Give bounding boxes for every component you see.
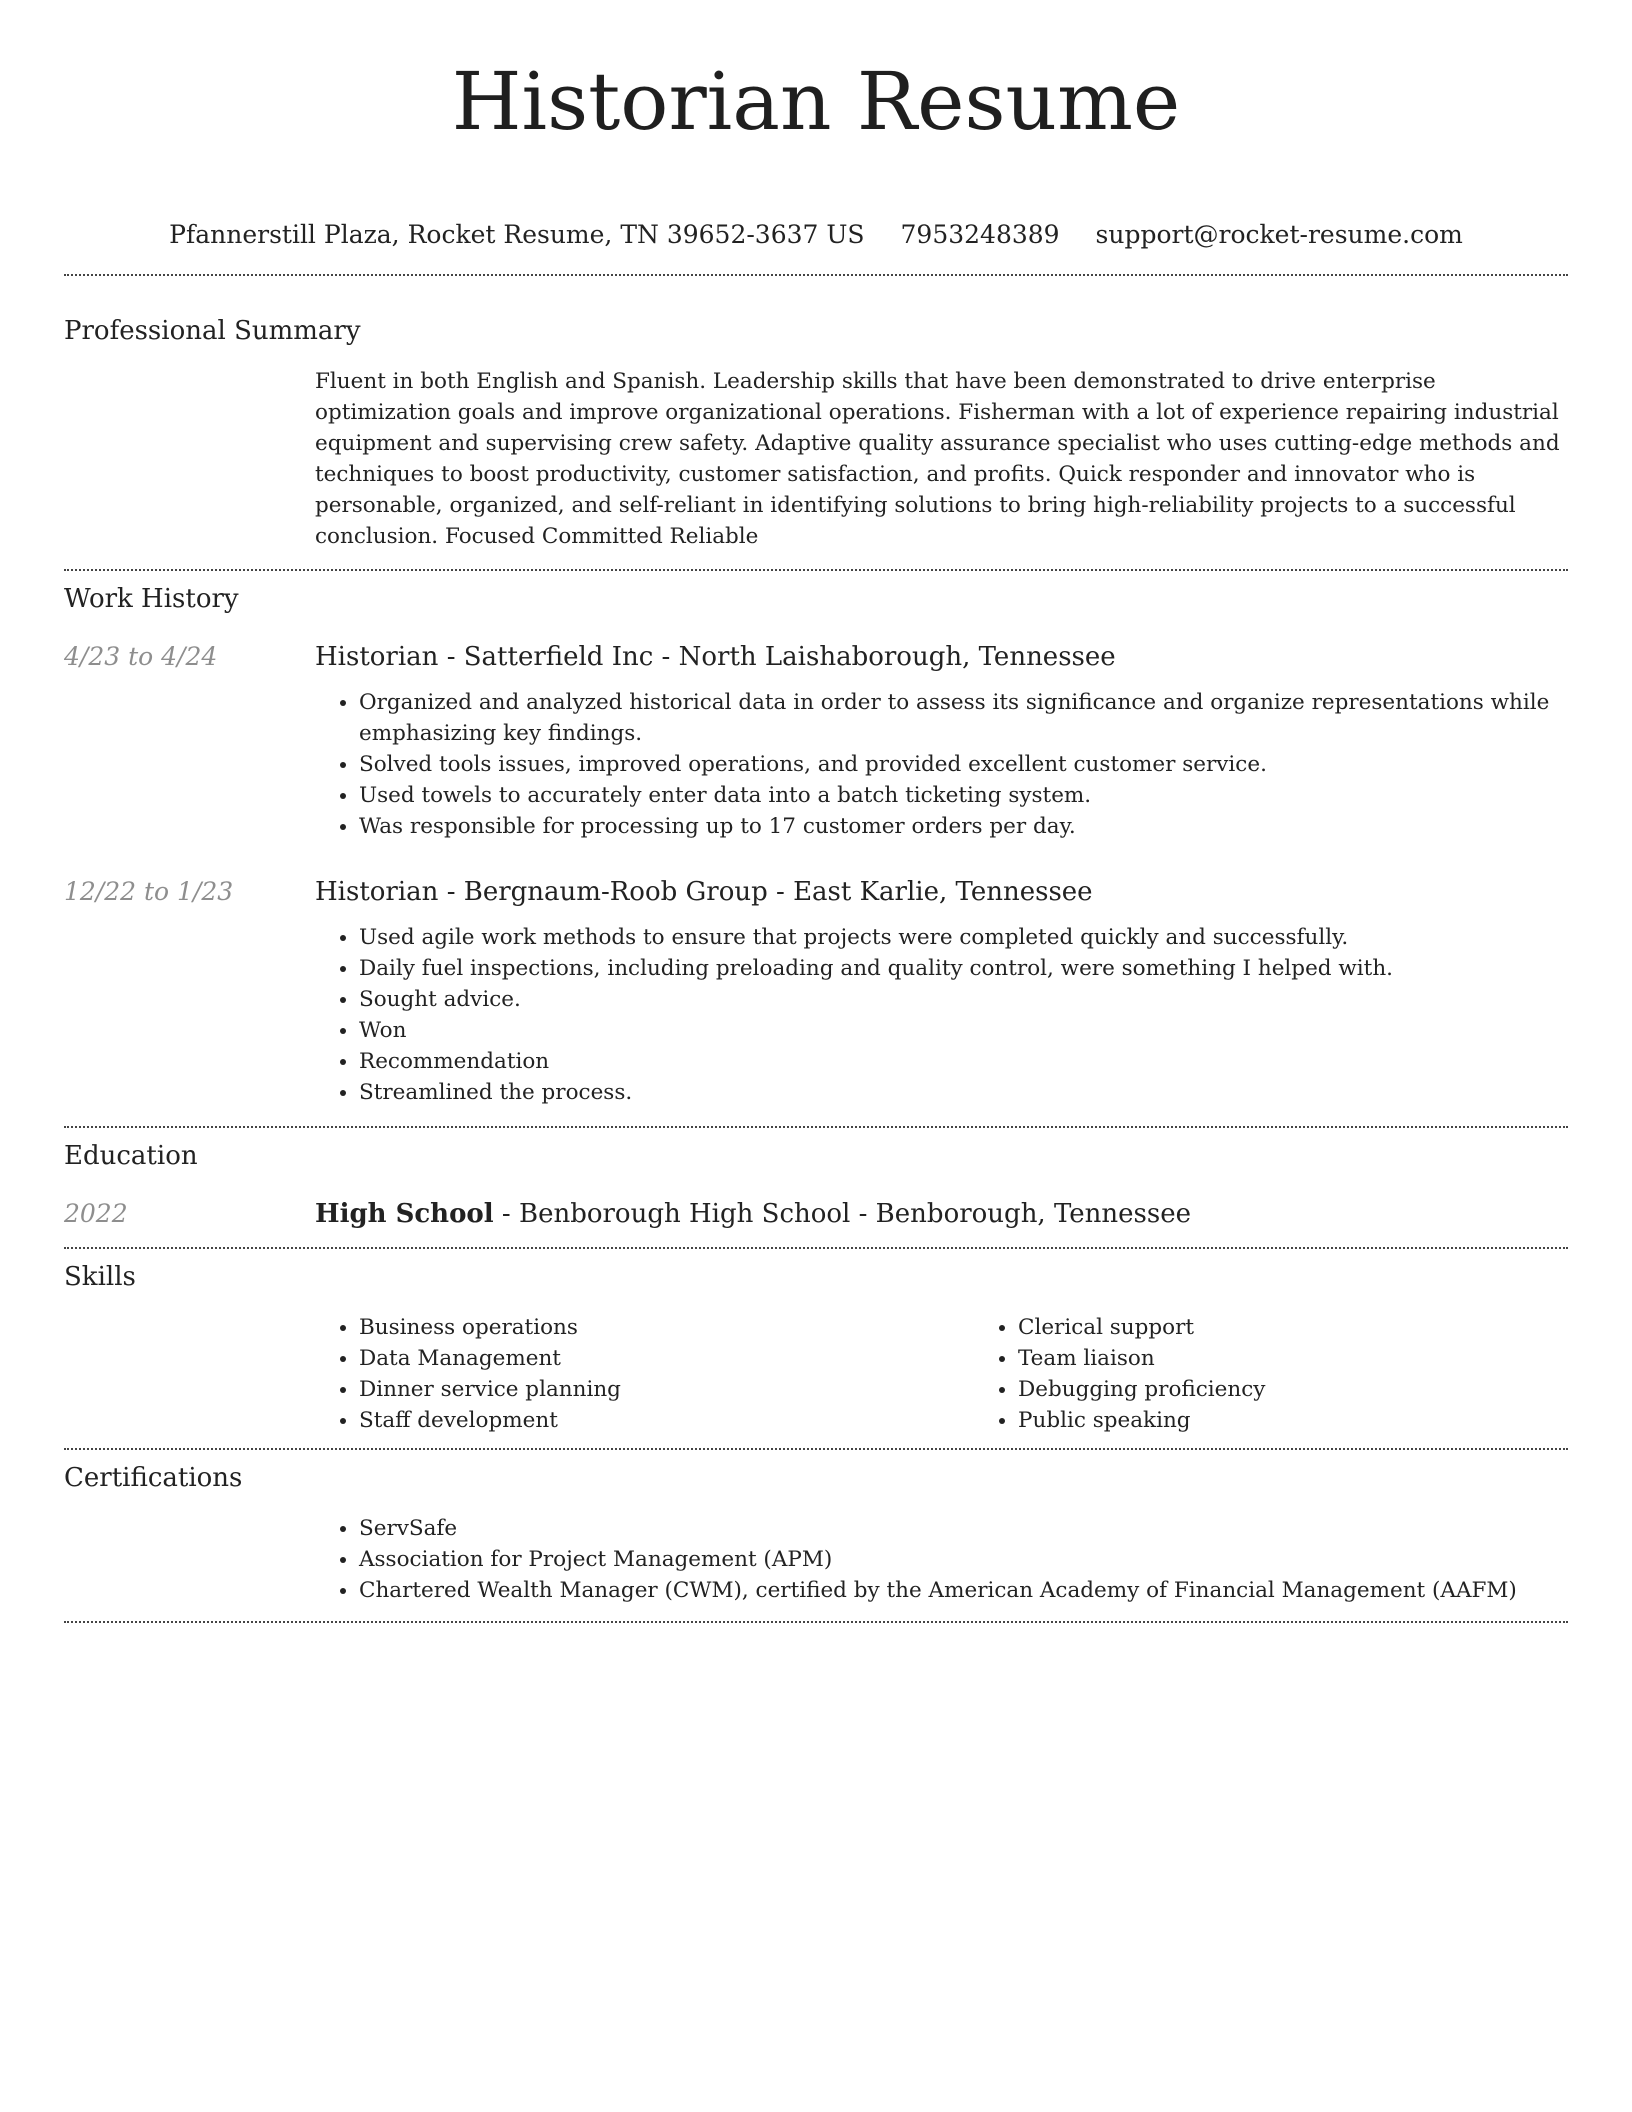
- summary-section: [64, 314, 1568, 552]
- contact-line: [64, 218, 1568, 252]
- work-history-heading: Work History: [64, 584, 239, 614]
- job-heading: Historian - Satterfield Inc - North Laishaborough, Tennessee: [315, 642, 1116, 672]
- job-bullets: [315, 922, 1568, 1108]
- list-item: • Recommendation: [359, 1046, 1568, 1077]
- divider: [64, 1621, 1568, 1623]
- list-item: • Used agile work methods to ensure that projects were completed quickly and successfully.: [359, 922, 1568, 953]
- list-item: • Sought advice.: [359, 984, 1568, 1015]
- divider: [64, 274, 1568, 276]
- certifications-heading: Certifications: [64, 1463, 243, 1493]
- list-item: • Daily fuel inspections, including preloading and quality control, were something I helped with.: [359, 953, 1568, 984]
- skills-list-right: [974, 1312, 1632, 1436]
- education-entry: [64, 1197, 1568, 1231]
- list-item: • Solved tools issues, improved operations, and provided excellent customer service.: [359, 749, 1568, 780]
- contact-address: Pfannerstill Plaza, Rocket Resume, TN 39652-3637 US: [169, 220, 865, 249]
- certifications-list: [315, 1513, 1568, 1606]
- list-item: • Organized and analyzed historical data in order to assess its significance and organize representations while emphasizing key findings.: [359, 687, 1568, 749]
- list-item: • Association for Project Management (APM): [359, 1544, 1568, 1575]
- resume-title: Historian Resume: [451, 55, 1181, 148]
- divider: [64, 569, 1568, 571]
- job-dates: 4/23 to 4/24: [64, 642, 218, 671]
- job-bullets: [315, 687, 1568, 842]
- contact-email: support@rocket-resume.com: [1095, 220, 1463, 249]
- summary-text: Fluent in both English and Spanish. Leadership skills that have been demonstrated to drive enterprise optimization goals and improve organizational operations. Fisherman with a lot of experience repairing industrial equipment and supervising crew safety. Adaptive quality assurance specialist who uses cutting-edge methods and techniques to boost productivity, customer satisfaction, and profits. Quick responder and innovator who is personable, organized, and self-reliant in identifying solutions to bring high-reliability projects to a successful conclusion. Focused Committed Reliable: [315, 369, 1560, 549]
- list-item: • Used towels to accurately enter data into a batch ticketing system.: [359, 780, 1568, 811]
- list-item: • Public speaking: [1018, 1405, 1632, 1436]
- education-degree: High School: [315, 1199, 494, 1229]
- list-item: • Won: [359, 1015, 1568, 1046]
- list-item: • Streamlined the process.: [359, 1077, 1568, 1108]
- list-item: • Staff development: [359, 1405, 974, 1436]
- list-item: • Debugging proficiency: [1018, 1374, 1632, 1405]
- skills-heading: Skills: [64, 1262, 136, 1292]
- divider: [64, 1126, 1568, 1128]
- education-school: - Benborough High School - Benborough, Tennessee: [493, 1199, 1192, 1229]
- job-dates: 12/22 to 1/23: [64, 877, 234, 906]
- list-item: • Clerical support: [1018, 1312, 1632, 1343]
- job-entry: [64, 875, 1568, 1108]
- job-entry: [64, 640, 1568, 842]
- list-item: • Data Management: [359, 1343, 974, 1374]
- contact-phone: 7953248389: [900, 220, 1060, 249]
- job-heading: Historian - Bergnaum-Roob Group - East Karlie, Tennessee: [315, 877, 1093, 907]
- list-item: • Chartered Wealth Manager (CWM), certified by the American Academy of Financial Management (AAFM): [359, 1575, 1568, 1606]
- work-history-section: [64, 582, 1568, 1108]
- list-item: • Was responsible for processing up to 17 customer orders per day.: [359, 811, 1568, 842]
- divider: [64, 1247, 1568, 1249]
- list-item: • Dinner service planning: [359, 1374, 974, 1405]
- certifications-section: [64, 1461, 1568, 1606]
- list-item: • Team liaison: [1018, 1343, 1632, 1374]
- education-section: [64, 1139, 1568, 1231]
- summary-heading: Professional Summary: [64, 316, 361, 346]
- list-item: • Business operations: [359, 1312, 974, 1343]
- education-year: 2022: [64, 1199, 128, 1228]
- education-heading: Education: [64, 1141, 198, 1171]
- skills-section: [64, 1260, 1568, 1436]
- list-item: • ServSafe: [359, 1513, 1568, 1544]
- skills-list-left: [315, 1312, 974, 1436]
- divider: [64, 1448, 1568, 1450]
